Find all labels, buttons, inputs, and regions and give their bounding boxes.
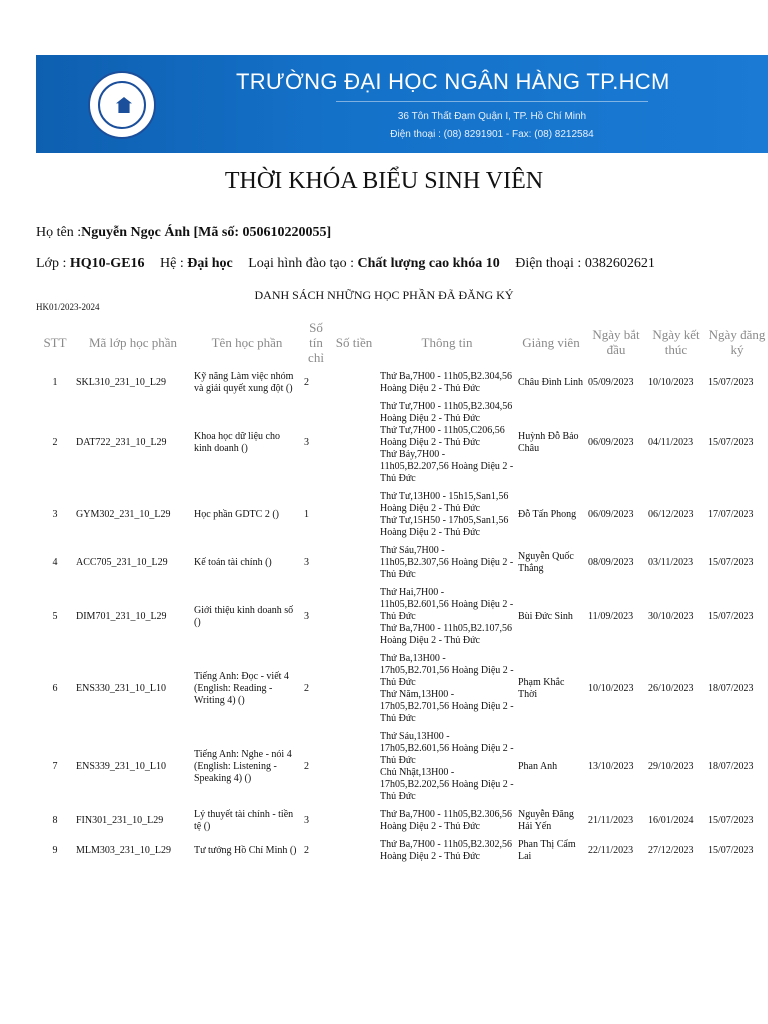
- cell-code: DAT722_231_10_L29: [76, 437, 167, 448]
- cell-reg: 15/07/2023: [708, 437, 754, 448]
- cell-stt: 6: [52, 683, 58, 694]
- cell-name: Giới thiệu kinh doanh số (): [194, 605, 294, 628]
- table-row: [36, 728, 768, 806]
- cell-fee: [330, 368, 378, 398]
- column-header: Số tín chỉ: [308, 319, 324, 365]
- cell-info: Thứ Ba,7H00 - 11h05,B2.306,56 Hoàng Diệu 2 - Thủ Đức: [380, 809, 512, 832]
- cell-reg: 15/07/2023: [708, 815, 754, 826]
- column-header: Thông tin: [421, 334, 473, 350]
- cell-reg: 17/07/2023: [708, 509, 754, 520]
- cell-code: ENS330_231_10_L10: [76, 683, 166, 694]
- school-name: TRƯỜNG ĐẠI HỌC NGÂN HÀNG TP.HCM: [236, 69, 670, 94]
- cell-info: Thứ Ba,13H00 - 17h05,B2.701,56 Hoàng Diệu 2 - Thủ Đức Thứ Năm,13H00 - 17h05,B2.701,56 Hoàng Diệu 2 - Thủ Đức: [380, 653, 514, 724]
- cell-name: Lý thuyết tài chính - tiền tệ (): [194, 809, 294, 832]
- column-header: Ngày đăng ký: [708, 327, 766, 357]
- cell-end: 10/10/2023: [648, 377, 694, 388]
- cell-reg: 15/07/2023: [708, 845, 754, 856]
- cell-lecturer: Châu Đình Linh: [518, 377, 583, 388]
- cell-credits: 3: [304, 437, 309, 448]
- cell-info: Thứ Hai,7H00 - 11h05,B2.601,56 Hoàng Diệu 2 - Thủ Đức Thứ Ba,7H00 - 11h05,B2.107,56 Hoàng Diệu 2 - Thủ Đức: [380, 587, 514, 646]
- cell-code: ACC705_231_10_L29: [76, 557, 168, 568]
- student-info: [36, 256, 667, 272]
- section-title: DANH SÁCH NHỮNG HỌC PHẦN ĐÃ ĐĂNG KÝ: [254, 288, 514, 302]
- cell-end: 16/01/2024: [648, 815, 694, 826]
- cell-stt: 5: [52, 611, 58, 622]
- cell-name: Khoa học dữ liệu cho kinh doanh (): [194, 431, 280, 454]
- cell-info: Thứ Tư,13H00 - 15h15,San1,56 Hoàng Diệu 2 - Thủ Đức Thứ Tư,15H50 - 17h05,San1,56 Hoàng Diệu 2 - Thủ Đức: [380, 491, 509, 538]
- cell-fee: [330, 488, 378, 542]
- column-header: Số tiền: [335, 334, 373, 350]
- cell-fee: [330, 806, 378, 836]
- cell-name: Kỹ năng Làm việc nhóm và giải quyết xung đột (): [194, 371, 294, 394]
- student-name-id: Nguyễn Ngọc Ánh [Mã số: 050610220055]: [81, 225, 332, 240]
- cell-start: 13/10/2023: [588, 761, 634, 772]
- cell-code: ENS339_231_10_L10: [76, 761, 166, 772]
- school-logo-icon: [88, 71, 156, 139]
- cell-code: FIN301_231_10_L29: [76, 815, 164, 826]
- cell-fee: [330, 584, 378, 650]
- cell-end: 29/10/2023: [648, 761, 694, 772]
- table-row: [36, 488, 768, 542]
- column-header: Mã lớp học phần: [88, 334, 178, 350]
- cell-name: Tiếng Anh: Nghe - nói 4 (English: Listening - Speaking 4) (): [194, 749, 292, 784]
- cell-name: Tư tưởng Hồ Chí Minh (): [194, 845, 297, 856]
- cell-code: DIM701_231_10_L29: [76, 611, 167, 622]
- cell-stt: 9: [52, 845, 58, 856]
- table-row: [36, 542, 768, 584]
- cell-credits: 3: [304, 611, 309, 622]
- training-type-info: Loại hình đào tạo : Chất lượng cao khóa 10: [248, 256, 500, 271]
- cell-name: Tiếng Anh: Đọc - viết 4 (English: Reading - Writing 4) (): [194, 671, 289, 706]
- cell-reg: 15/07/2023: [708, 611, 754, 622]
- cell-start: 22/11/2023: [588, 845, 634, 856]
- cell-stt: 7: [52, 761, 58, 772]
- cell-reg: 15/07/2023: [708, 557, 754, 568]
- header-banner: [36, 55, 768, 153]
- student-label: Họ tên :: [36, 225, 82, 240]
- table-row: [36, 836, 768, 866]
- cell-stt: 3: [52, 509, 58, 520]
- system-info: Hệ : Đại học: [160, 256, 233, 271]
- table-row: [36, 806, 768, 836]
- cell-fee: [330, 650, 378, 728]
- cell-reg: 18/07/2023: [708, 683, 754, 694]
- cell-end: 26/10/2023: [648, 683, 694, 694]
- cell-fee: [330, 542, 378, 584]
- cell-lecturer: Phan Anh: [518, 761, 558, 772]
- cell-name: Kế toán tài chính (): [194, 557, 272, 568]
- cell-stt: 1: [52, 377, 58, 388]
- cell-credits: 2: [304, 683, 309, 694]
- cell-lecturer: Huỳnh Đỗ Bảo Châu: [518, 431, 579, 454]
- cell-code: SKL310_231_10_L29: [76, 377, 166, 388]
- column-header: Tên học phần: [211, 334, 283, 350]
- cell-stt: 2: [52, 437, 58, 448]
- cell-start: 10/10/2023: [588, 683, 634, 694]
- column-header: Ngày bắt đầu: [592, 327, 640, 357]
- table-row: [36, 398, 768, 488]
- column-header: STT: [43, 334, 67, 350]
- cell-info: Thứ Tư,7H00 - 11h05,B2.304,56 Hoàng Diệu 2 - Thủ Đức Thứ Tư,7H00 - 11h05,C206,56 Hoàng Diệu 2 - Thủ Đức Thứ Bảy,7H00 - 11h05,B2.207,56 Hoàng Diệu 2 - Thủ Đức: [380, 401, 514, 484]
- cell-credits: 3: [304, 815, 309, 826]
- cell-lecturer: Phan Thị Cẩm Lai: [518, 839, 576, 862]
- cell-reg: 15/07/2023: [708, 377, 754, 388]
- cell-credits: 1: [304, 509, 309, 520]
- cell-start: 06/09/2023: [588, 509, 634, 520]
- cell-end: 30/10/2023: [648, 611, 694, 622]
- cell-lecturer: Bùi Đức Sinh: [518, 611, 573, 622]
- semester-label: HK01/2023-2024: [36, 302, 100, 312]
- column-header: Ngày kết thúc: [652, 327, 700, 357]
- cell-end: 03/11/2023: [648, 557, 694, 568]
- cell-reg: 18/07/2023: [708, 761, 754, 772]
- table-row: [36, 584, 768, 650]
- phone-info: Điện thoại : 0382602621: [515, 256, 655, 271]
- cell-credits: 2: [304, 845, 309, 856]
- page-title: THỜI KHÓA BIỂU SINH VIÊN: [224, 168, 544, 194]
- column-header: Giảng viên: [522, 334, 580, 350]
- cell-stt: 8: [52, 815, 58, 826]
- cell-end: 27/12/2023: [648, 845, 694, 856]
- cell-lecturer: Phạm Khắc Thời: [518, 677, 565, 700]
- table-row: [36, 650, 768, 728]
- cell-code: GYM302_231_10_L29: [76, 509, 171, 520]
- cell-info: Thứ Ba,7H00 - 11h05,B2.302,56 Hoàng Diệu 2 - Thủ Đức: [380, 839, 512, 862]
- cell-info: Thứ Sáu,7H00 - 11h05,B2.307,56 Hoàng Diệu 2 - Thủ Đức: [380, 545, 514, 580]
- cell-start: 08/09/2023: [588, 557, 634, 568]
- cell-info: Thứ Ba,7H00 - 11h05,B2.304,56 Hoàng Diệu 2 - Thủ Đức: [380, 371, 512, 394]
- table-header-row: [36, 316, 768, 368]
- cell-fee: [330, 836, 378, 866]
- table-row: [36, 368, 768, 398]
- cell-start: 06/09/2023: [588, 437, 634, 448]
- school-phone-fax: Điện thoại : (08) 8291901 - Fax: (08) 8212584: [390, 129, 594, 140]
- school-address: 36 Tôn Thất Đạm Quận I, TP. Hồ Chí Minh: [397, 111, 587, 122]
- cell-name: Học phần GDTC 2 (): [194, 509, 279, 520]
- cell-code: MLM303_231_10_L29: [76, 845, 171, 856]
- student-line: [36, 225, 331, 241]
- cell-start: 21/11/2023: [588, 815, 634, 826]
- cell-start: 05/09/2023: [588, 377, 634, 388]
- cell-lecturer: Nguyễn Đăng Hải Yến: [518, 809, 574, 832]
- cell-start: 11/09/2023: [588, 611, 634, 622]
- cell-end: 04/11/2023: [648, 437, 694, 448]
- cell-credits: 2: [304, 377, 309, 388]
- cell-end: 06/12/2023: [648, 509, 694, 520]
- course-table: [36, 316, 768, 866]
- class-info: Lớp : HQ10-GE16: [36, 256, 145, 271]
- cell-fee: [330, 728, 378, 806]
- cell-lecturer: Nguyễn Quốc Thắng: [518, 551, 574, 574]
- cell-credits: 3: [304, 557, 309, 568]
- cell-fee: [330, 398, 378, 488]
- banner-divider: [336, 101, 648, 102]
- cell-lecturer: Đỗ Tấn Phong: [518, 509, 577, 520]
- cell-info: Thứ Sáu,13H00 - 17h05,B2.601,56 Hoàng Diệu 2 - Thủ Đức Chủ Nhật,13H00 - 17h05,B2.202,56 Hoàng Diệu 2 - Thủ Đức: [380, 731, 514, 802]
- cell-credits: 2: [304, 761, 309, 772]
- cell-stt: 4: [52, 557, 58, 568]
